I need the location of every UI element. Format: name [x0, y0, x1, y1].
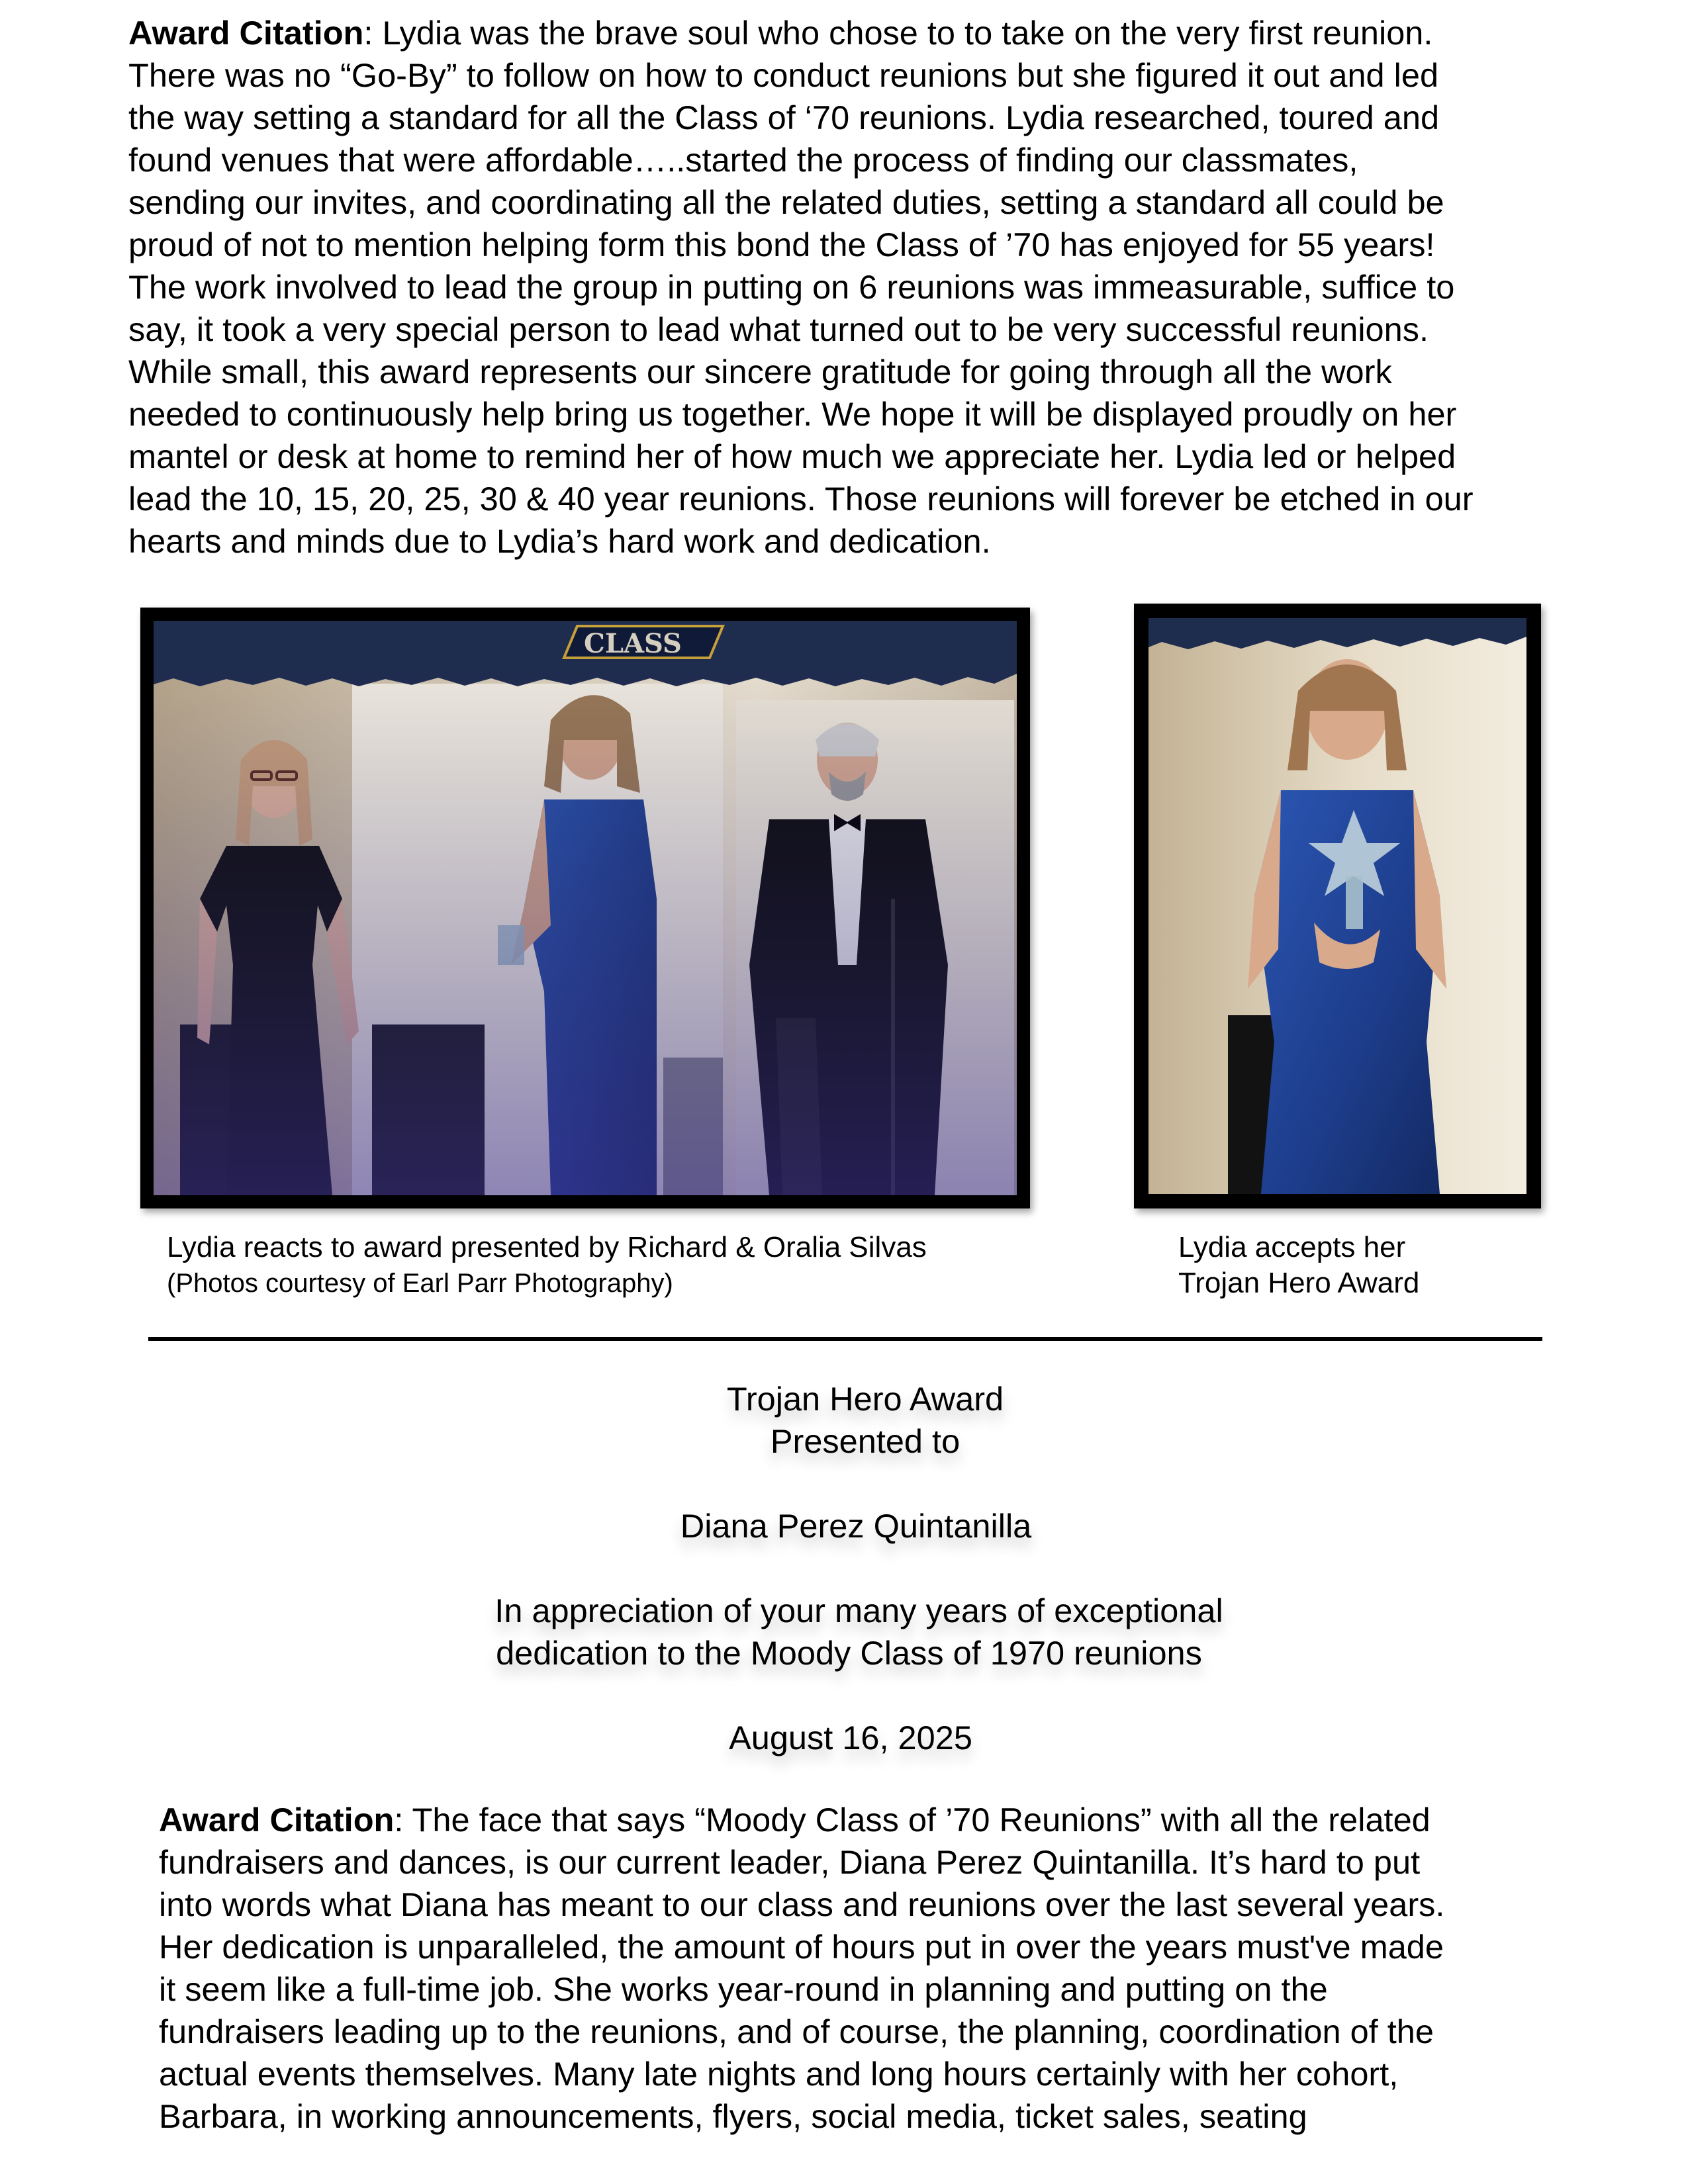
photo-portrait-scene — [1149, 618, 1526, 1194]
citation-line: found venues that were affordable…..started the process of finding our classmates, — [128, 141, 1358, 179]
citation-line: it seem like a full-time job. She works year-round in planning and putting on the — [159, 1970, 1328, 2008]
citation-line: mantel or desk at home to remind her of how much we appreciate her. Lydia led or helped — [128, 437, 1456, 475]
citation-diana — [159, 1799, 1582, 2138]
citation-first-line — [159, 1799, 1582, 1841]
citation-lead: Award Citation — [128, 14, 364, 52]
citation-line: proud of not to mention helping form this bond the Class of ’70 has enjoyed for 55 years! — [128, 226, 1435, 263]
caption-right-photo — [1178, 1230, 1419, 1301]
citation-line: While small, this award represents our sincere gratitude for going through all the work — [128, 353, 1392, 390]
caption-text: Trojan Hero Award — [1178, 1267, 1420, 1299]
citation-line: Her dedication is unparalleled, the amount of hours put in over the years must've made — [159, 1928, 1444, 1966]
citation-first-line — [128, 12, 1571, 54]
citation-line: needed to continuously help bring us together. We hope it will be displayed proudly on her — [128, 395, 1457, 433]
award-presented-to: Presented to — [770, 1422, 961, 1460]
award-appreciation-line: dedication to the Moody Class of 1970 reunions — [496, 1634, 1202, 1672]
award-title: Trojan Hero Award — [726, 1380, 1004, 1418]
citation-line: fundraisers and dances, is our current leader, Diana Perez Quintanilla. It’s hard to put — [159, 1843, 1421, 1881]
award-appreciation-block — [0, 1590, 1688, 1674]
award-title-block — [0, 1378, 1688, 1463]
citation-line: lead the 10, 15, 20, 25, 30 & 40 year reunions. Those reunions will forever be etched in our — [128, 480, 1474, 518]
citation-lydia — [128, 12, 1571, 563]
photo-stage-scene — [154, 621, 1017, 1195]
citation-text: : The face that says “Moody Class of ’70 Reunions” with all the related — [394, 1801, 1430, 1839]
caption-text: Lydia reacts to award presented by Richard & Oralia Silvas — [167, 1231, 927, 1263]
citation-line: fundraisers leading up to the reunions, and of course, the planning, coordination of the — [159, 2013, 1434, 2050]
award-recipient: Diana Perez Quintanilla — [680, 1507, 1032, 1545]
caption-left-photo — [167, 1230, 927, 1301]
citation-line: the way setting a standard for all the Class of ‘70 reunions. Lydia researched, toured and — [128, 99, 1440, 136]
citation-line: actual events themselves. Many late nights and long hours certainly with her cohort, — [159, 2055, 1399, 2093]
citation-line: into words what Diana has meant to our class and reunions over the last several years. — [159, 1886, 1445, 1923]
award-recipient-block — [0, 1505, 1688, 1547]
citation-line: sending our invites, and coordinating all the related duties, setting a standard all could be — [128, 183, 1444, 221]
citation-lead: Award Citation — [159, 1801, 395, 1839]
citation-line: The work involved to lead the group in putting on 6 reunions was immeasurable, suffice to — [128, 268, 1455, 306]
caption-text: Lydia accepts her — [1178, 1231, 1406, 1263]
citation-line: There was no “Go-By” to follow on how to conduct reunions but she figured it out and led — [128, 56, 1439, 94]
award-date-block — [0, 1717, 1688, 1759]
citation-line: Barbara, in working announcements, flyers, social media, ticket sales, seating — [159, 2097, 1307, 2135]
photo-credit: (Photos courtesy of Earl Parr Photography) — [167, 1269, 673, 1298]
photo-lydia-with-award — [1134, 604, 1541, 1208]
award-date: August 16, 2025 — [729, 1719, 972, 1756]
photo-award-presentation — [140, 608, 1030, 1208]
citation-text: : Lydia was the brave soul who chose to to take on the very first reunion. — [363, 14, 1433, 52]
section-divider — [148, 1337, 1542, 1341]
award-appreciation-line: In appreciation of your many years of exceptional — [494, 1592, 1223, 1629]
citation-line: say, it took a very special person to lead what turned out to be very successful reunions. — [128, 310, 1429, 348]
citation-line: hearts and minds due to Lydia’s hard work and dedication. — [128, 522, 991, 560]
